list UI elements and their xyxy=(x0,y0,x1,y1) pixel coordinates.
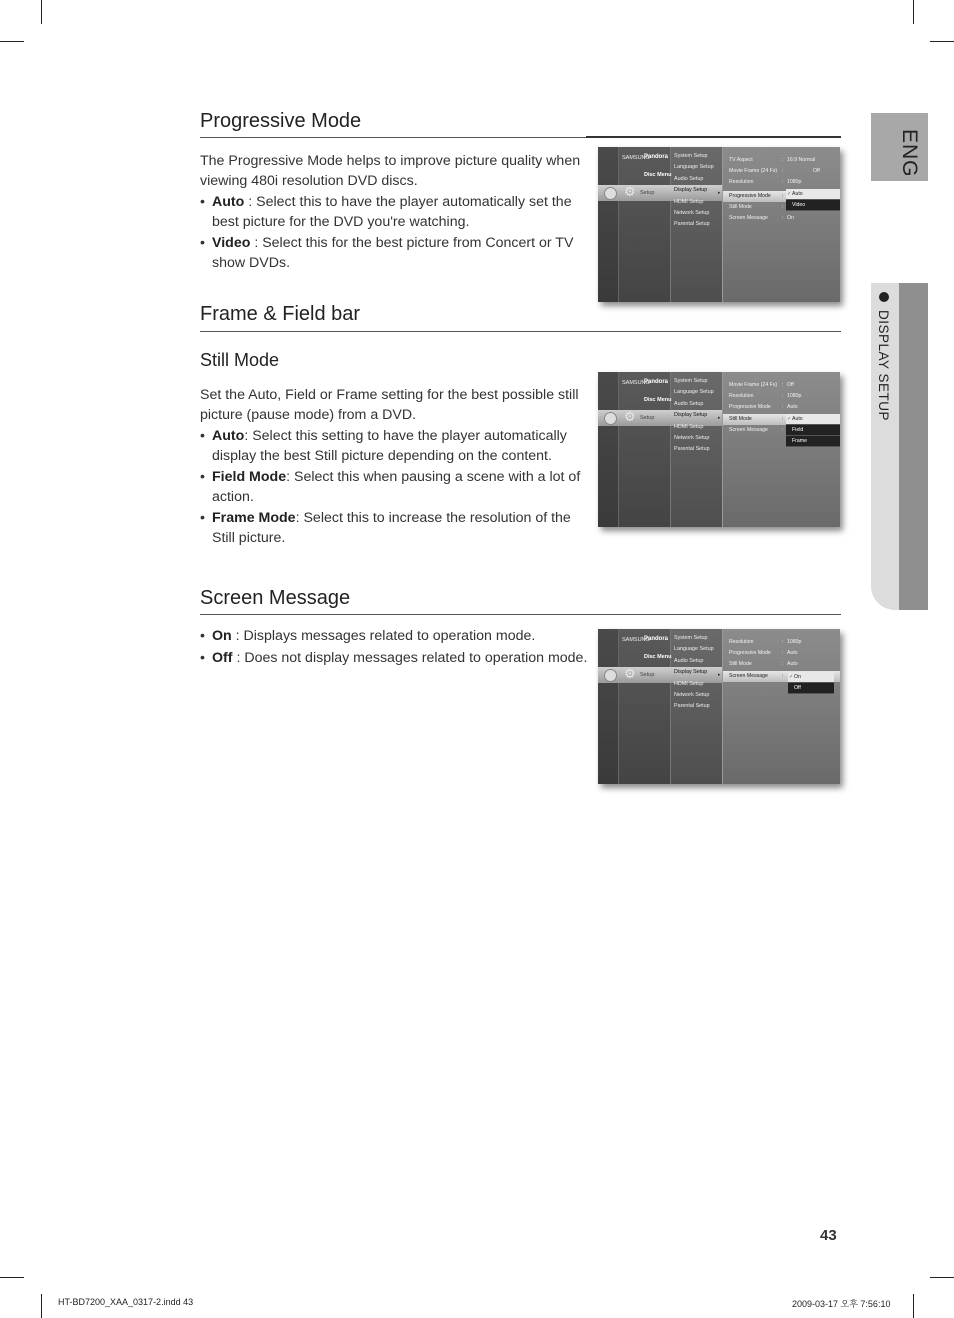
setting-row: Still Mode : xyxy=(729,203,784,210)
menu-item-selected: Display Setup xyxy=(674,412,708,419)
menu-item: Audio Setup xyxy=(674,400,704,407)
setup-label: Setup xyxy=(640,190,655,196)
option: Video xyxy=(786,200,840,211)
setting-row-highlight: Still Mode : xyxy=(723,414,840,425)
setup-label: Setup xyxy=(640,415,655,421)
menu-item: Language Setup xyxy=(674,389,714,396)
list-item: • Auto : Select this to have the player automatically set the best picture for the DVD you're watching. xyxy=(200,193,585,232)
menu-item: HDMI Setup xyxy=(674,680,704,687)
brand-small: SAMSUNG xyxy=(622,637,650,643)
section-tab-label: DISPLAY SETUP xyxy=(876,310,891,422)
section-rule-accent xyxy=(586,136,841,138)
disc-icon xyxy=(604,669,617,682)
brand-logo: Pandora xyxy=(644,154,669,160)
setting-row: Still Mode : Auto xyxy=(729,661,798,668)
crop-mark xyxy=(913,1294,914,1318)
screen-text xyxy=(200,627,600,670)
crop-mark xyxy=(0,1277,24,1278)
setup-label: Setup xyxy=(640,672,655,678)
section-title-progressive: Progressive Mode xyxy=(200,110,362,132)
menu-item: Audio Setup xyxy=(674,175,704,182)
menu-item: Parental Setup xyxy=(674,703,710,710)
section-rule xyxy=(200,331,841,332)
section-rule xyxy=(200,614,841,615)
menu-item-selected: Display Setup xyxy=(674,669,708,676)
menu-item: System Setup xyxy=(674,635,708,641)
option-dropdown xyxy=(788,672,834,694)
menu-item: Network Setup xyxy=(674,435,710,442)
still-intro: Set the Auto, Field or Frame setting for the best possible still picture (pause mode) from a DVD. xyxy=(200,387,579,423)
gear-icon: ⚙ xyxy=(624,409,636,424)
section-title-screen-message: Screen Message xyxy=(200,587,351,609)
menu-item-selected: Display Setup xyxy=(674,187,708,194)
brand-logo: Pandora xyxy=(644,379,669,385)
menu-item: Parental Setup xyxy=(674,221,710,228)
option-dropdown xyxy=(786,414,840,447)
option: Frame xyxy=(786,436,840,447)
disc-menu-label: Disc Menu xyxy=(644,172,672,178)
option-selected: ✓ On xyxy=(788,672,834,683)
option-selected: ✓ Auto xyxy=(786,189,840,200)
crop-mark xyxy=(930,1277,954,1278)
option-dropdown xyxy=(786,189,840,211)
disc-icon xyxy=(604,187,617,200)
bullet-dot-icon xyxy=(879,292,889,302)
list-item: • On : Displays messages related to operation mode. xyxy=(200,627,600,647)
setting-row: Screen Message : On xyxy=(729,214,794,221)
footer-left: HT-BD7200_XAA_0317-2.indd 43 xyxy=(58,1297,194,1307)
arrow-right-icon: ▸ xyxy=(718,415,721,421)
setting-row-highlight: Screen Message : xyxy=(723,671,840,682)
setting-row: Screen Message : xyxy=(729,426,784,433)
disc-menu-label: Disc Menu xyxy=(644,654,672,660)
disc-menu-label: Disc Menu xyxy=(644,397,672,403)
menu-item: Language Setup xyxy=(674,164,714,171)
menu-item: Network Setup xyxy=(674,692,710,699)
gear-icon: ⚙ xyxy=(624,184,636,199)
osd-screenshot-screen-message xyxy=(598,629,840,784)
page-number: 43 xyxy=(820,1227,837,1244)
progressive-text xyxy=(200,152,585,275)
setting-row: Movie Frame (24 Fs) : Off xyxy=(729,382,794,388)
menu-item: System Setup xyxy=(674,153,708,159)
setting-row: Resolution : 1080p xyxy=(729,393,802,400)
crop-mark xyxy=(41,1294,42,1318)
setting-row-highlight: Progressive Mode : xyxy=(723,191,840,202)
brand-small: SAMSUNG xyxy=(622,380,650,386)
menu-item: System Setup xyxy=(674,378,708,384)
menu-item: HDMI Setup xyxy=(674,423,704,430)
crop-mark xyxy=(930,41,954,42)
list-item: • Off : Does not display messages related to operation mode. xyxy=(200,649,600,669)
option: Field xyxy=(786,425,840,436)
setup-menu xyxy=(674,376,714,456)
setting-row: Resolution : 1080p xyxy=(729,639,802,645)
subsection-title-still: Still Mode xyxy=(200,350,280,370)
list-item: • Auto: Select this setting to have the player automatically display the best Still picture depending on the content. xyxy=(200,427,585,466)
section-tab-shade xyxy=(899,283,928,610)
language-tab-label: ENG xyxy=(898,129,921,178)
menu-item: Network Setup xyxy=(674,210,710,217)
osd-screenshot-progressive xyxy=(598,147,840,302)
brand-logo: Pandora xyxy=(644,636,669,642)
option-selected: ✓ Auto xyxy=(786,414,840,425)
arrow-right-icon: ▸ xyxy=(718,190,721,196)
crop-mark xyxy=(913,0,914,24)
list-item: • Field Mode: Select this when pausing a scene with a lot of action. xyxy=(200,468,585,507)
menu-item: Audio Setup xyxy=(674,657,704,664)
section-title-frame-field: Frame & Field bar xyxy=(200,303,361,325)
setup-menu xyxy=(674,151,714,231)
gear-icon: ⚙ xyxy=(624,666,636,681)
setting-row: Progressive Mode : Auto xyxy=(729,404,798,411)
language-tab xyxy=(871,113,928,181)
setting-row: Progressive Mode : Auto xyxy=(729,650,798,657)
list-item: • Video : Select this for the best picture from Concert or TV show DVDs. xyxy=(200,234,585,273)
setting-row: Resolution : 1080p xyxy=(729,179,802,186)
setting-row: Movie Frame (24 Fs) : Off xyxy=(729,168,820,175)
disc-icon xyxy=(604,412,617,425)
menu-item: Language Setup xyxy=(674,646,714,653)
crop-mark xyxy=(41,0,42,24)
crop-mark xyxy=(0,41,24,42)
brand-small: SAMSUNG xyxy=(622,155,650,161)
setting-row: TV Aspect : 16:9 Normal xyxy=(729,157,816,163)
osd-screenshot-still xyxy=(598,372,840,527)
footer-right: 2009-03-17 오후 7:56:10 xyxy=(792,1299,891,1309)
list-item: • Frame Mode: Select this to increase the resolution of the Still picture. xyxy=(200,509,585,548)
option: Off xyxy=(788,683,834,694)
still-text xyxy=(200,386,585,550)
menu-item: HDMI Setup xyxy=(674,198,704,205)
setup-menu xyxy=(674,633,714,713)
arrow-right-icon: ▸ xyxy=(718,672,721,678)
menu-item: Parental Setup xyxy=(674,446,710,453)
progressive-intro: The Progressive Mode helps to improve picture quality when viewing 480i resolution DVD discs. xyxy=(200,153,581,189)
